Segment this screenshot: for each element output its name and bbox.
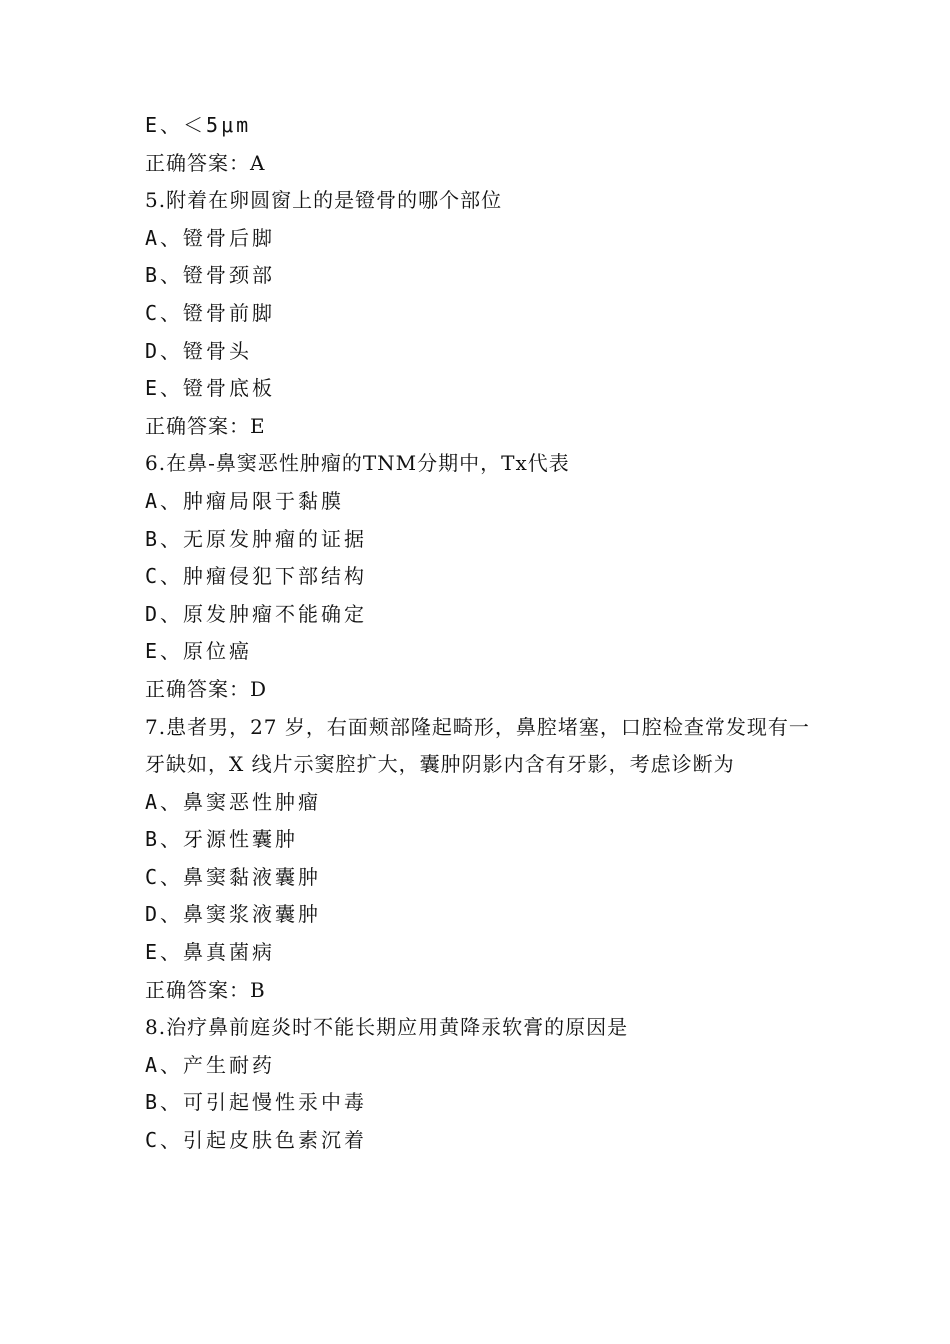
option-line: B、镫骨颈部	[145, 263, 276, 288]
option-line: E、原位癌	[145, 639, 253, 664]
question-stem: 7.患者男，27 岁，右面颊部隆起畸形，鼻腔堵塞，口腔检查常发现有一牙缺如，X 线片示窦腔扩大，囊肿阴影内含有牙影，考虑诊断为	[145, 714, 810, 777]
question-stem: 8.治疗鼻前庭炎时不能长期应用黄降汞软膏的原因是	[145, 1015, 629, 1040]
question-stem: 5.附着在卵圆窗上的是镫骨的哪个部位	[145, 188, 503, 213]
answer-line: 正确答案：B	[145, 977, 266, 1002]
option-line: E、鼻真菌病	[145, 940, 276, 965]
option-e-line: E、＜5μm	[145, 113, 252, 137]
answer-line: 正确答案：A	[145, 150, 266, 175]
answer-line: 正确答案：D	[145, 676, 268, 701]
answer-line: 正确答案：E	[145, 413, 266, 438]
option-line: D、鼻窦浆液囊肿	[145, 902, 322, 927]
option-line: A、镫骨后脚	[145, 225, 276, 250]
option-line: C、镫骨前脚	[145, 300, 276, 325]
question-stem: 6.在鼻-鼻窦恶性肿瘤的TNM分期中，Tx代表	[145, 451, 570, 476]
option-line: D、镫骨头	[145, 338, 253, 363]
option-line: E、镫骨底板	[145, 376, 276, 401]
option-line: A、产生耐药	[145, 1052, 276, 1077]
option-line: A、鼻窦恶性肿瘤	[145, 789, 322, 814]
option-line: B、牙源性囊肿	[145, 827, 299, 852]
option-line: A、肿瘤局限于黏膜	[145, 488, 345, 513]
option-line: B、无原发肿瘤的证据	[145, 526, 368, 551]
option-line: C、鼻窦黏液囊肿	[145, 864, 322, 889]
option-line: C、引起皮肤色素沉着	[145, 1128, 368, 1153]
option-line: D、原发肿瘤不能确定	[145, 601, 368, 626]
document-body	[145, 107, 815, 1160]
option-line: B、可引起慢性汞中毒	[145, 1090, 368, 1115]
option-line: C、肿瘤侵犯下部结构	[145, 564, 368, 589]
